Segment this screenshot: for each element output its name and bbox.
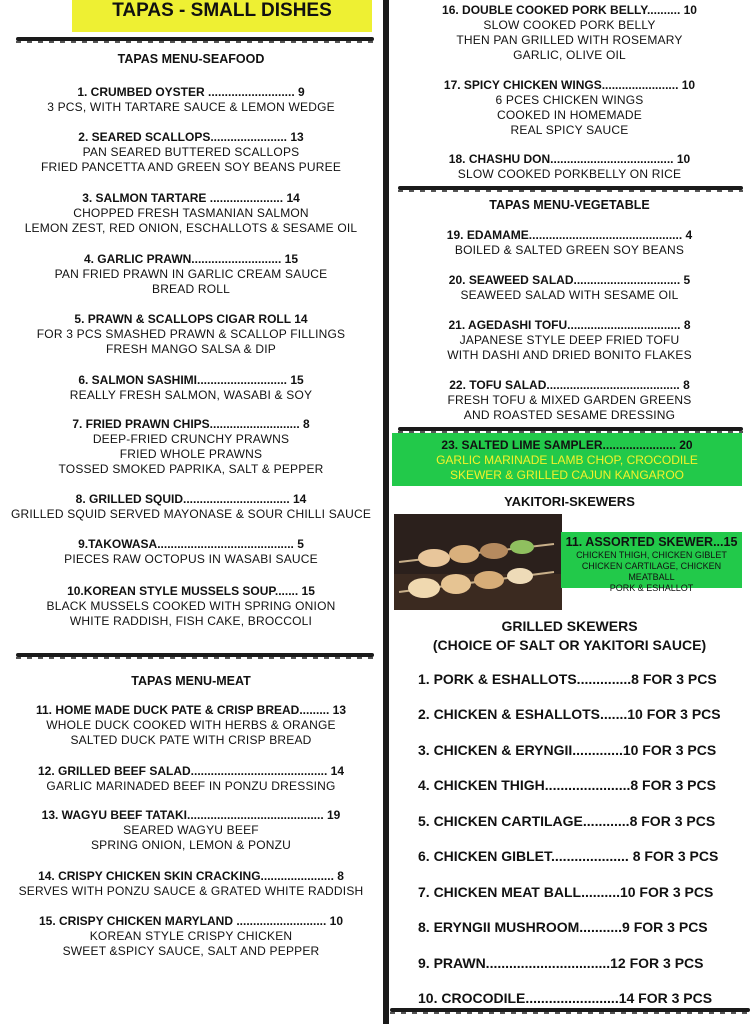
menu-item-name: 21. AGEDASHI TOFU.................................. 8 <box>448 318 691 332</box>
menu-item <box>392 78 747 138</box>
seafood-title: TAPAS MENU-SEAFOOD <box>117 52 265 66</box>
menu-banner: TAPAS - SMALL DISHES <box>72 0 372 32</box>
menu-item-description: FRESH MANGO SALSA & DIP <box>106 342 276 356</box>
menu-item <box>0 252 382 297</box>
menu-item-description: DEEP-FRIED CRUNCHY PRAWNS <box>92 432 290 446</box>
menu-item-name: 10.KOREAN STYLE MUSSELS SOUP....... 15 <box>67 584 315 598</box>
menu-item-description: SERVES WITH PONZU SAUCE & GRATED WHITE RADDISH <box>18 884 364 898</box>
menu-item <box>392 318 747 363</box>
vegetable-title: TAPAS MENU-VEGETABLE <box>489 198 650 212</box>
menu-item <box>392 378 747 423</box>
menu-item-description: THEN PAN GRILLED WITH ROSEMARY <box>456 33 683 47</box>
grilled-skewer-item: 5. CHICKEN CARTILAGE............8 FOR 3 PCS <box>418 813 716 829</box>
menu-item <box>0 914 382 959</box>
assorted-desc: CHICKEN THIGH, CHICKEN GIBLET <box>576 550 727 560</box>
menu-item-description: PIECES RAW OCTOPUS IN WASABI SAUCE <box>64 552 318 566</box>
grilled-title <box>392 617 747 655</box>
menu-item <box>0 191 382 236</box>
menu-item-description: SEARED WAGYU BEEF <box>123 823 259 837</box>
menu-item-description: WHOLE DUCK COOKED WITH HERBS & ORANGE <box>46 718 336 732</box>
menu-item-description: GRILLED SQUID SERVED MAYONASE & SOUR CHILLI SAUCE <box>10 507 372 521</box>
assorted-desc: PORK & ESHALLOT <box>609 583 694 593</box>
menu-item <box>392 152 747 182</box>
menu-item-name: 4. GARLIC PRAWN........................... 15 <box>83 252 299 266</box>
divider <box>398 427 743 431</box>
menu-item-description: SALTED DUCK PATE WITH CRISP BREAD <box>70 733 312 747</box>
menu-item-description: BREAD ROLL <box>151 282 231 296</box>
menu-item <box>0 130 382 175</box>
menu-item-name: 5. PRAWN & SCALLOPS CIGAR ROLL 14 <box>74 312 308 326</box>
menu-item-description: SEAWEED SALAD WITH SESAME OIL <box>460 288 679 302</box>
column-divider <box>383 0 389 1024</box>
menu-item <box>0 492 382 522</box>
menu-item-description: FOR 3 PCS SMASHED PRAWN & SCALLOP FILLINGS <box>36 327 346 341</box>
menu-item-description: COOKED IN HOMEMADE <box>497 108 642 122</box>
menu-item-name: 18. CHASHU DON..................................... 10 <box>448 152 691 166</box>
assorted-skewer <box>561 532 742 593</box>
sampler-name: 23. SALTED LIME SAMPLER...................... 20 <box>441 438 693 452</box>
menu-item-name: 9.TAKOWASA......................................... 5 <box>78 537 304 551</box>
menu-item <box>0 869 382 899</box>
grilled-skewer-item: 9. PRAWN................................12 FOR 3 PCS <box>418 955 704 971</box>
divider <box>390 1008 750 1012</box>
grilled-skewer-item: 1. PORK & ESHALLOTS..............8 FOR 3 PCS <box>418 671 717 687</box>
sampler-desc: SKEWER & GRILLED CAJUN KANGAROO <box>449 468 685 482</box>
grilled-skewer-item: 3. CHICKEN & ERYNGII.............10 FOR 3 PCS <box>418 742 717 758</box>
menu-item-name: 20. SEAWEED SALAD................................ 5 <box>448 273 691 287</box>
menu-item-description: 6 PCES CHICKEN WINGS <box>495 93 644 107</box>
menu-item-description: PAN FRIED PRAWN IN GARLIC CREAM SAUCE <box>54 267 328 281</box>
menu-item-description: CHOPPED FRESH TASMANIAN SALMON <box>73 206 309 220</box>
menu-item-name: 16. DOUBLE COOKED PORK BELLY.......... 10 <box>442 3 697 17</box>
grilled-skewer-item: 2. CHICKEN & ESHALLOTS.......10 FOR 3 PCS <box>418 706 721 722</box>
grilled-subtitle: (CHOICE OF SALT OR YAKITORI SAUCE) <box>432 637 707 653</box>
menu-item <box>0 703 382 748</box>
grilled-skewer-item: 7. CHICKEN MEAT BALL..........10 FOR 3 PCS <box>418 884 714 900</box>
menu-item-name: 3. SALMON TARTARE ...................... 14 <box>82 191 300 205</box>
menu-item-description: KOREAN STYLE CRISPY CHICKEN <box>89 929 293 943</box>
menu-item <box>0 808 382 853</box>
menu-item-description: REALLY FRESH SALMON, WASABI & SOY <box>69 388 313 402</box>
salted-lime-sampler <box>392 433 742 486</box>
menu-item-description: AND ROASTED SESAME DRESSING <box>463 408 676 422</box>
menu-item-name: 7. FRIED PRAWN CHIPS........................... 8 <box>72 417 310 431</box>
grilled-skewer-item: 8. ERYNGII MUSHROOM...........9 FOR 3 PCS <box>418 919 708 935</box>
menu-item <box>0 584 382 629</box>
menu-item <box>0 85 382 115</box>
menu-item-description: GARLIC MARINADED BEEF IN PONZU DRESSING <box>46 779 336 793</box>
menu-item-description: LEMON ZEST, RED ONION, ESCHALLOTS & SESAME OIL <box>24 221 358 235</box>
menu-item <box>392 3 747 63</box>
sampler-desc: GARLIC MARINADE LAMB CHOP, CROCODILE <box>436 453 698 467</box>
skewer-photo-icon <box>394 514 562 610</box>
menu-item-name: 11. HOME MADE DUCK PATE & CRISP BREAD......... 13 <box>35 703 347 717</box>
divider <box>16 37 374 41</box>
skewer-photo <box>394 514 562 610</box>
menu-item-description: SLOW COOKED PORKBELLY ON RICE <box>457 167 682 181</box>
menu-item-name: 1. CRUMBED OYSTER .......................... 9 <box>77 85 305 99</box>
menu-item-description: 3 PCS, WITH TARTARE SAUCE & LEMON WEDGE <box>47 100 335 114</box>
menu-item-name: 6. SALMON SASHIMI........................... 15 <box>78 373 304 387</box>
menu-item-name: 8. GRILLED SQUID................................ 14 <box>75 492 307 506</box>
grilled-title-line: GRILLED SKEWERS <box>501 618 638 634</box>
menu-item-description: SWEET &SPICY SAUCE, SALT AND PEPPER <box>62 944 320 958</box>
menu-item-description: FRIED PANCETTA AND GREEN SOY BEANS PUREE <box>40 160 342 174</box>
menu-item-name: 12. GRILLED BEEF SALAD......................................... 14 <box>37 764 345 778</box>
menu-item-description: GARLIC, OLIVE OIL <box>513 48 626 62</box>
menu-item-name: 17. SPICY CHICKEN WINGS....................... 10 <box>443 78 696 92</box>
menu-item-description: JAPANESE STYLE DEEP FRIED TOFU <box>459 333 680 347</box>
divider <box>398 186 743 190</box>
menu-item-description: REAL SPICY SAUCE <box>510 123 629 137</box>
menu-item-description: TOSSED SMOKED PAPRIKA, SALT & PEPPER <box>58 462 324 476</box>
assorted-desc: CHICKEN CARTILAGE, CHICKEN MEATBALL <box>581 561 722 582</box>
menu-item <box>392 228 747 258</box>
assorted-name: 11. ASSORTED SKEWER...15 <box>565 535 738 549</box>
menu-item <box>0 764 382 794</box>
menu-item-description: WHITE RADDISH, FISH CAKE, BROCCOLI <box>69 614 313 628</box>
menu-item-description: BOILED & SALTED GREEN SOY BEANS <box>454 243 685 257</box>
menu-item <box>0 417 382 477</box>
menu-item-name: 19. EDAMAME.............................................. 4 <box>446 228 693 242</box>
menu-item-description: WITH DASHI AND DRIED BONITO FLAKES <box>447 348 692 362</box>
menu-item-name: 14. CRISPY CHICKEN SKIN CRACKING...................... 8 <box>38 869 344 883</box>
meat-title: TAPAS MENU-MEAT <box>131 674 251 688</box>
menu-item <box>0 373 382 403</box>
menu-item <box>0 537 382 567</box>
yakitori-title: YAKITORI-SKEWERS <box>504 494 635 509</box>
menu-item-name: 22. TOFU SALAD........................................ 8 <box>449 378 690 392</box>
divider <box>16 653 374 657</box>
menu-item-description: SLOW COOKED PORK BELLY <box>483 18 656 32</box>
menu-item-description: SPRING ONION, LEMON & PONZU <box>90 838 292 852</box>
grilled-skewer-item: 4. CHICKEN THIGH......................8 FOR 3 PCS <box>418 777 716 793</box>
grilled-skewer-item: 10. CROCODILE........................14 FOR 3 PCS <box>418 990 713 1006</box>
menu-item-name: 2. SEARED SCALLOPS....................... 13 <box>78 130 304 144</box>
menu-item <box>0 312 382 357</box>
menu-item-description: PAN SEARED BUTTERED SCALLOPS <box>82 145 300 159</box>
menu-item-description: FRIED WHOLE PRAWNS <box>119 447 263 461</box>
menu-item-name: 15. CRISPY CHICKEN MARYLAND ........................... 10 <box>38 914 344 928</box>
grilled-skewer-item: 6. CHICKEN GIBLET.................... 8 FOR 3 PCS <box>418 848 719 864</box>
menu-item <box>392 273 747 303</box>
menu-item-name: 13. WAGYU BEEF TATAKI......................................... 19 <box>41 808 341 822</box>
menu-item-description: BLACK MUSSELS COOKED WITH SPRING ONION <box>46 599 336 613</box>
menu-item-description: FRESH TOFU & MIXED GARDEN GREENS <box>447 393 692 407</box>
